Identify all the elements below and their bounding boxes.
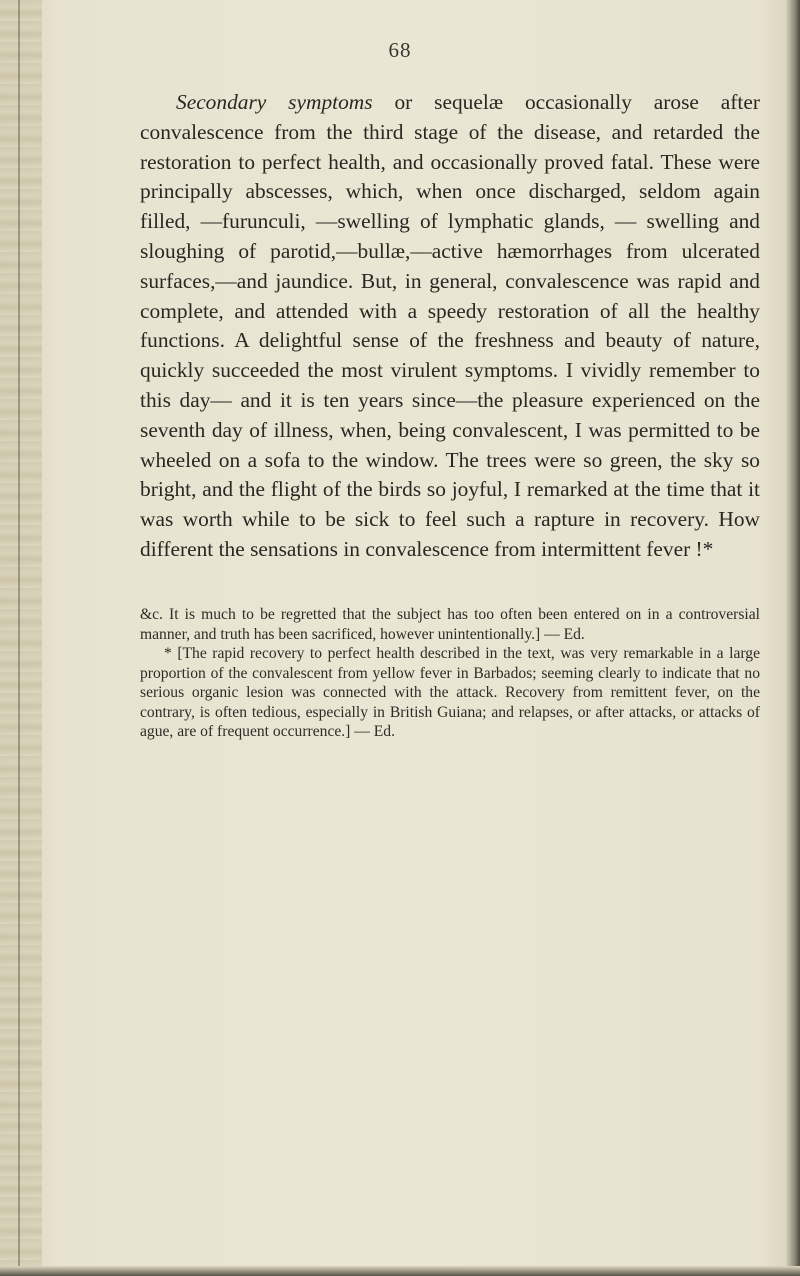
binding-edge <box>0 0 42 1276</box>
page-right-edge <box>786 0 800 1276</box>
binding-line <box>18 0 20 1276</box>
paragraph-text: or sequelæ occasionally arose after convalescence from the third stage of the disease, and retarded the restoration to perfect health, and occasionally proved fatal. These were principally abscesses, which, when once discharged, seldom again filled, —furunculi, —swelling of lymphatic glands, — swelling and sloughing of parotid,—bullæ,—active hæmorrhages from ulcerated surfaces,—and jaundice. But, in general, convalescence was rapid and complete, and attended with a speedy restoration of all the healthy functions. A delightful sense of the freshness and beauty of nature, quickly succeeded the most virulent symptoms. I vividly remember to this day— and it is ten years since—the pleasure experienced on the seventh day of illness, when, being convalescent, I was permitted to be wheeled on a sofa to the window. The trees were so green, the sky so bright, and the flight of the birds so joyful, I remarked at the time that it was worth while to be sick to feel such a rapture in recovery. How different the sensations in convalescence from intermittent fever !* <box>140 90 760 561</box>
footnote-star: * [The rapid recovery to perfect health described in the text, was very remarkable in a large proportion of the convalescent from yellow fever in Barbados; seeming clearly to indicate that no serious organic lesion was connected with the attack. Recovery from remittent fever, on the contrary, is often tedious, especially in British Guiana; and relapses, or after attacks, or attacks of ague, are of frequent occurrence.] — Ed. <box>140 645 760 740</box>
page-bottom-edge <box>0 1266 800 1276</box>
italic-lead: Secondary symptoms <box>176 90 373 114</box>
page-number: 68 <box>388 38 412 62</box>
body-paragraph <box>140 88 760 565</box>
footnotes <box>140 605 760 742</box>
footnote-continued: &c. It is much to be regretted that the subject has too often been entered on in a controversial manner, and truth has been sacrificed, however unintentionally.] — Ed. <box>140 606 760 643</box>
main-text <box>140 88 760 565</box>
